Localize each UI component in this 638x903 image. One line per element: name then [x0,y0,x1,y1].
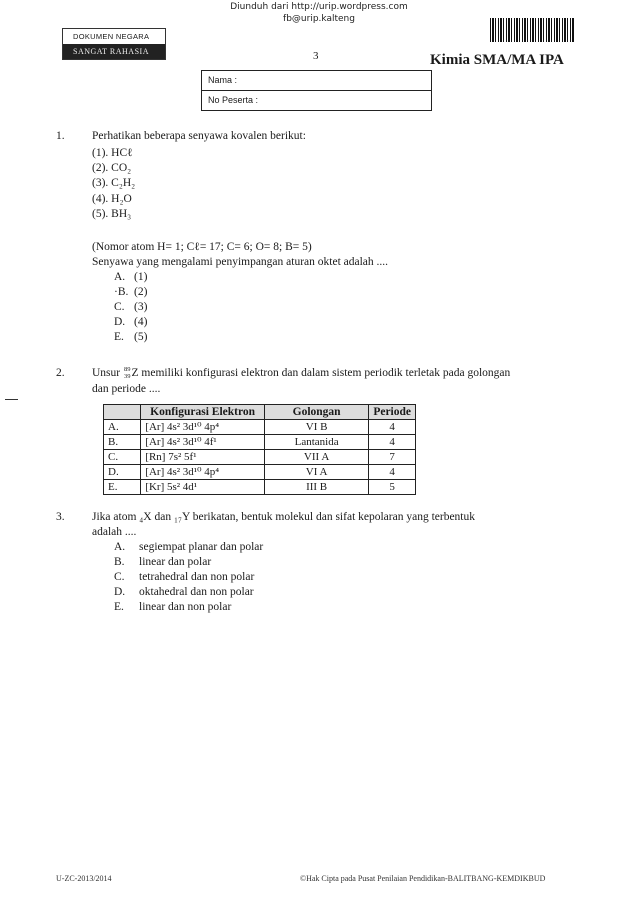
col-config: Konfigurasi Elektron [141,405,265,420]
q1-option-d[interactable]: D. (4) [114,316,148,328]
doc-label: DOKUMEN NEGARA [73,32,150,41]
q1-items [92,146,135,222]
q2-number: 2. [56,367,65,379]
document-classification-box [62,28,166,60]
barcode-icon [490,18,574,42]
q1-item: (2). CO₂ [92,162,132,175]
q1-note: (Nomor atom H= 1; Cℓ= 17; C= 6; O= 8; B= 5) [92,241,312,253]
q3-options [114,540,263,615]
q1-question: Senyawa yang mengalami penyimpangan aturan oktet adalah .... [92,256,389,268]
q1-item: (1). HCℓ [92,147,133,159]
footer-copyright: ©Hak Cipta pada Pusat Penilaian Pendidikan-BALITBANG-KEMDIKBUD [300,874,546,883]
table-row[interactable]: B. [Ar] 4s² 3d¹⁰ 4f¹ Lantanida 4 [104,435,416,450]
q3-option-e[interactable]: E. linear dan non polar [114,601,232,613]
name-field[interactable]: Nama : [208,75,238,85]
footer-code: U-ZC-2013/2014 [56,874,112,883]
q3-option-d[interactable]: D. oktahedral dan non polar [114,586,254,598]
margin-dash [5,399,18,400]
secret-label: SANGAT RAHASIA [63,44,165,59]
table-row[interactable]: C. [Rn] 7s² 5f¹ VII A 7 [104,450,416,465]
table-row[interactable]: D. [Ar] 4s² 3d¹⁰ 4p⁴ VI A 4 [104,465,416,480]
source-contact: fb@urip.kalteng [283,14,355,24]
q3-text: Jika atom ₄X dan ₁₇Y berikatan, bentuk molekul dan sifat kepolaran yang terbentuk [92,511,476,523]
q1-item: (3). C₂H₂ [92,177,136,190]
q1-number: 1. [56,130,65,142]
q1-option-e[interactable]: E. (5) [114,331,148,343]
q1-option-b[interactable]: ·B. (2) [114,286,148,298]
q2-text: Unsur 89 39 Z memiliki konfigurasi elektron dan dalam sistem periodik terletak pada golongan [92,366,511,381]
page-number: 3 [313,50,319,62]
q2-text-line2: dan periode .... [92,383,161,395]
col-golongan: Golongan [264,405,368,420]
participant-field[interactable]: No Peserta : [202,90,431,110]
q3-text-line2: adalah .... [92,526,137,538]
q3-option-c[interactable]: C. tetrahedral dan non polar [114,571,255,583]
electron-configuration-table [103,404,416,495]
q1-option-a[interactable]: A. (1) [114,271,148,283]
identity-box [201,70,432,111]
q3-option-b[interactable]: B. linear dan polar [114,556,212,568]
table-row[interactable]: A. [Ar] 4s² 3d¹⁰ 4p⁴ VI B 4 [104,420,416,435]
q1-item: (4). H₂O [92,192,132,205]
subject-title: Kimia SMA/MA IPA [430,52,564,68]
nuclide-notation: 89 39 [124,366,131,381]
q1-text: Perhatikan beberapa senyawa kovalen berikut: [92,130,306,142]
q1-item: (5). BH₃ [92,207,132,220]
q1-option-c[interactable]: C. (3) [114,301,148,313]
table-header-row [104,405,416,420]
q3-option-a[interactable]: A. segiempat planar dan polar [114,541,264,553]
source-url: Diunduh dari http://urip.wordpress.com [230,2,408,12]
q1-options [114,270,147,345]
q3-number: 3. [56,511,65,523]
col-periode: Periode [369,405,416,420]
table-row[interactable]: E. [Kr] 5s² 4d¹ III B 5 [104,480,416,495]
